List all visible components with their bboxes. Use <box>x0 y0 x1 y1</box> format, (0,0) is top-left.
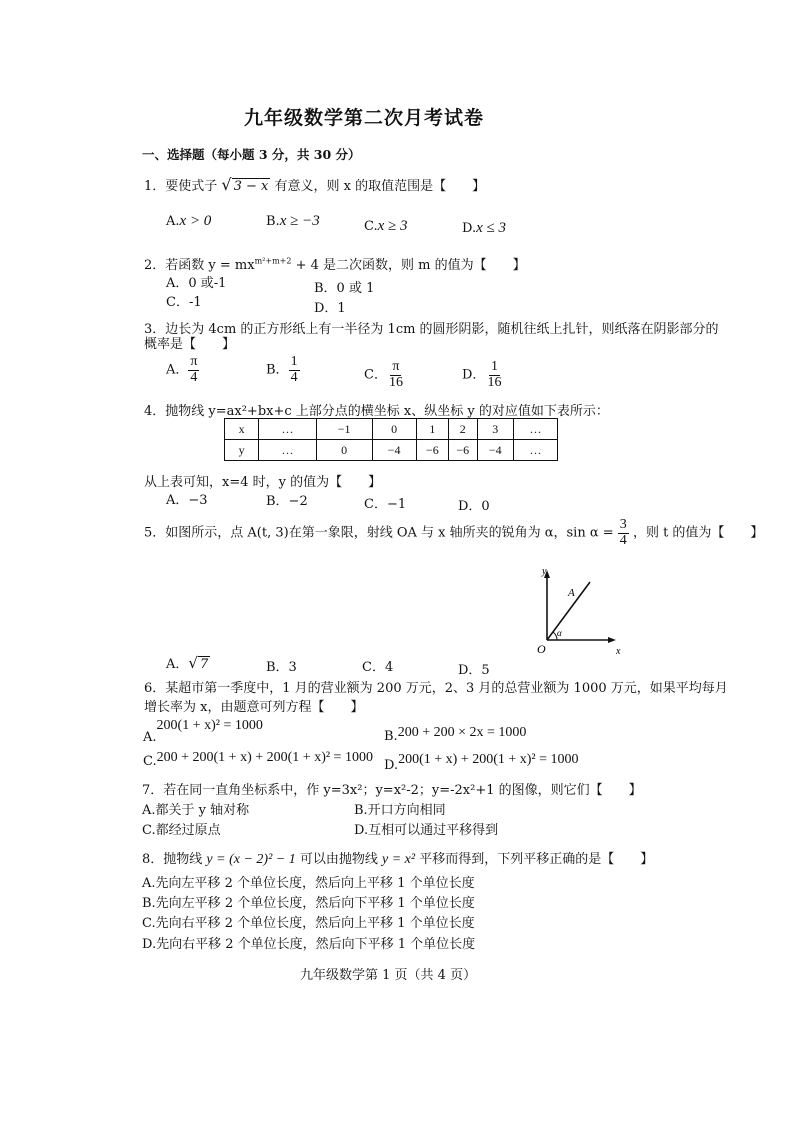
option-math: x ≥ 3 <box>377 218 408 234</box>
q2-exponent: m²+m+2 <box>254 256 292 266</box>
denominator: 16 <box>487 374 502 390</box>
table-cell: −4 <box>372 440 416 461</box>
q8-formula-2: y = x² <box>382 852 416 867</box>
q8-stem-middle: 可以由抛物线 <box>299 852 378 867</box>
option-letter: D. <box>384 758 399 773</box>
question-4-after: 从上表可知，x=4 时，y 的值为【 】 <box>144 475 382 490</box>
table-row-x <box>225 419 558 440</box>
origin-label: O <box>537 642 546 656</box>
q8-option-c: C.先向右平移 2 个单位长度，然后向上平移 1 个单位长度 <box>142 916 475 931</box>
option-letter: A． <box>166 657 189 672</box>
option-math: 200(1 + x)² = 1000 <box>156 718 263 733</box>
option-letter: C． <box>364 367 387 383</box>
q1-option-b <box>266 213 320 230</box>
q4-option-c: C．−1 <box>364 497 407 512</box>
table-cell: −1 <box>316 419 372 440</box>
alpha-label: α <box>557 628 562 638</box>
q6-option-d <box>384 752 579 773</box>
table-cell: 0 <box>372 419 416 440</box>
q8-formula-1: y = (x − 2)² − 1 <box>206 852 296 867</box>
value-table <box>224 418 558 461</box>
option-letter: C. <box>143 754 157 769</box>
sqrt-sign: √ <box>221 175 232 194</box>
table-cell: … <box>259 419 317 440</box>
fraction <box>188 355 199 385</box>
fraction <box>289 355 300 385</box>
q4-option-b: B．−2 <box>266 494 308 509</box>
q3-option-d <box>462 360 503 390</box>
page-footer: 九年级数学第 1 页（共 4 页） <box>300 968 477 983</box>
option-math: x > 0 <box>179 213 212 229</box>
q1-option-a <box>166 213 211 230</box>
numerator: 1 <box>490 359 498 374</box>
q3-option-c <box>364 360 405 390</box>
numerator: π <box>190 354 198 369</box>
q1-option-c <box>364 218 408 235</box>
q4-option-d: D．0 <box>458 499 490 514</box>
denominator: 16 <box>388 374 403 390</box>
option-letter: B. <box>384 729 398 744</box>
sqrt-sign: √ <box>188 654 198 672</box>
section-heading: 一、选择题（每小题 3 分，共 30 分） <box>142 147 361 162</box>
table-cell: … <box>259 440 317 461</box>
question-1-stem <box>144 175 485 194</box>
q2-option-d: D．1 <box>314 301 346 316</box>
q8-option-d: D.先向右平移 2 个单位长度，然后向下平移 1 个单位长度 <box>142 937 476 952</box>
option-math: 200 + 200(1 + x) + 200(1 + x)² = 1000 <box>156 750 373 765</box>
q2-option-b: B．0 或 1 <box>314 281 375 296</box>
numerator: π <box>392 359 400 374</box>
denominator: 4 <box>290 369 298 385</box>
question-7-stem: 7．若在同一直角坐标系中，作 y=3x²；y=x²-2；y=-2x²+1 的图像，则它们【 】 <box>142 783 642 798</box>
question-3-line1: 3．边长为 4cm 的正方形纸上有一半径为 1cm 的圆形阴影，随机往纸上扎针，则纸落在阴影部分的 <box>144 322 719 337</box>
q7-option-a: A.都关于 y 轴对称 <box>142 803 250 818</box>
option-letter: B． <box>266 362 289 378</box>
q8-option-b: B.先向左平移 2 个单位长度，然后向下平移 1 个单位长度 <box>142 896 475 911</box>
question-6-line2: 增长率为 x，由题意可列方程【 】 <box>144 700 364 715</box>
q1-stem-end: 有意义，则 x 的取值范围是【 】 <box>274 179 486 194</box>
q5-stem-end: ，则 t 的值为【 】 <box>632 525 764 541</box>
table-cell: … <box>513 419 557 440</box>
question-4-stem: 4．抛物线 y=ax²+bx+c 上部分点的横坐标 x、纵坐标 y 的对应值如下表所示： <box>144 404 609 419</box>
table-cell: 3 <box>477 419 513 440</box>
question-3-line2: 概率是【 】 <box>144 337 236 352</box>
table-cell: −6 <box>416 440 448 461</box>
q6-option-b <box>384 725 527 744</box>
fraction <box>618 518 629 548</box>
q2-stem-start: 2．若函数 y = mx <box>144 258 255 273</box>
q4-option-a: A．−3 <box>166 493 208 508</box>
numerator: 1 <box>290 354 298 369</box>
q7-option-b: B.开口方向相同 <box>354 803 446 818</box>
q8-stem-start: 8．抛物线 <box>142 852 203 867</box>
q6-option-a <box>143 718 263 745</box>
fraction <box>387 360 405 390</box>
page-title: 九年级数学第二次月考试卷 <box>244 107 485 129</box>
angle-figure <box>528 560 628 660</box>
q1-stem-start: 1．要使式子 <box>144 179 218 194</box>
q5-stem-start: 5．如图所示，点 A(t, 3)在第一象限，射线 OA 与 x 轴所夹的锐角为 α，sin α = <box>144 525 614 541</box>
question-8-stem <box>142 848 653 868</box>
table-cell: −4 <box>477 440 513 461</box>
q3-option-b <box>266 355 300 385</box>
table-row-y <box>225 440 558 461</box>
x-axis-arrow <box>608 637 616 643</box>
fraction <box>485 360 503 390</box>
table-cell: x <box>225 419 259 440</box>
table-cell: 0 <box>316 440 372 461</box>
option-letter: B. <box>266 214 280 229</box>
q1-radicand: 3 − x <box>233 179 269 194</box>
option-letter: D. <box>462 221 477 236</box>
option-math: x ≥ −3 <box>279 213 320 229</box>
option-math: x ≤ 3 <box>476 220 506 236</box>
table-cell: 1 <box>416 419 448 440</box>
table-cell: … <box>513 440 557 461</box>
option-letter: A. <box>143 730 157 745</box>
option-math: 200(1 + x) + 200(1 + x)² = 1000 <box>398 752 579 767</box>
table-cell: y <box>225 440 259 461</box>
question-5-stem <box>144 518 763 548</box>
q7-option-c: C.都经过原点 <box>142 823 221 838</box>
q7-option-d: D.互相可以通过平移得到 <box>354 823 499 838</box>
q5-option-b: B．3 <box>266 660 297 675</box>
option-letter: D． <box>462 367 486 383</box>
option-letter: A. <box>166 214 180 229</box>
question-6-line1: 6．某超市第一季度中，1 月的营业额为 200 万元，2、3 月的总营业额为 1000 万元，如果平均每月 <box>144 681 728 696</box>
q6-option-c <box>143 750 373 769</box>
q8-option-a: A.先向左平移 2 个单位长度，然后向上平移 1 个单位长度 <box>142 876 475 891</box>
numerator: 3 <box>619 517 627 532</box>
denominator: 4 <box>190 369 198 385</box>
q3-option-a <box>166 355 199 385</box>
q1-option-d <box>462 220 506 237</box>
q2-option-a: A．0 或-1 <box>166 276 227 291</box>
option-letter: C. <box>364 219 378 234</box>
question-2-stem <box>144 254 526 273</box>
q5-option-d: D．5 <box>458 663 490 678</box>
q5-option-c: C．4 <box>362 660 394 675</box>
point-a-label: A <box>568 587 575 599</box>
q8-stem-end: 平移而得到，下列平移正确的是【 】 <box>419 852 654 867</box>
table-cell: 2 <box>449 419 478 440</box>
q2-stem-end: + 4 是二次函数，则 m 的值为【 】 <box>295 258 526 273</box>
option-math: 200 + 200 × 2x = 1000 <box>397 725 527 740</box>
table-cell: −6 <box>449 440 478 461</box>
q5-option-a <box>166 653 210 672</box>
option-letter: A． <box>166 362 189 378</box>
denominator: 4 <box>619 532 627 548</box>
y-label: y <box>542 566 547 577</box>
q2-option-c: C．-1 <box>166 295 202 310</box>
q5-radicand: 7 <box>199 657 209 672</box>
x-label: x <box>616 646 621 657</box>
